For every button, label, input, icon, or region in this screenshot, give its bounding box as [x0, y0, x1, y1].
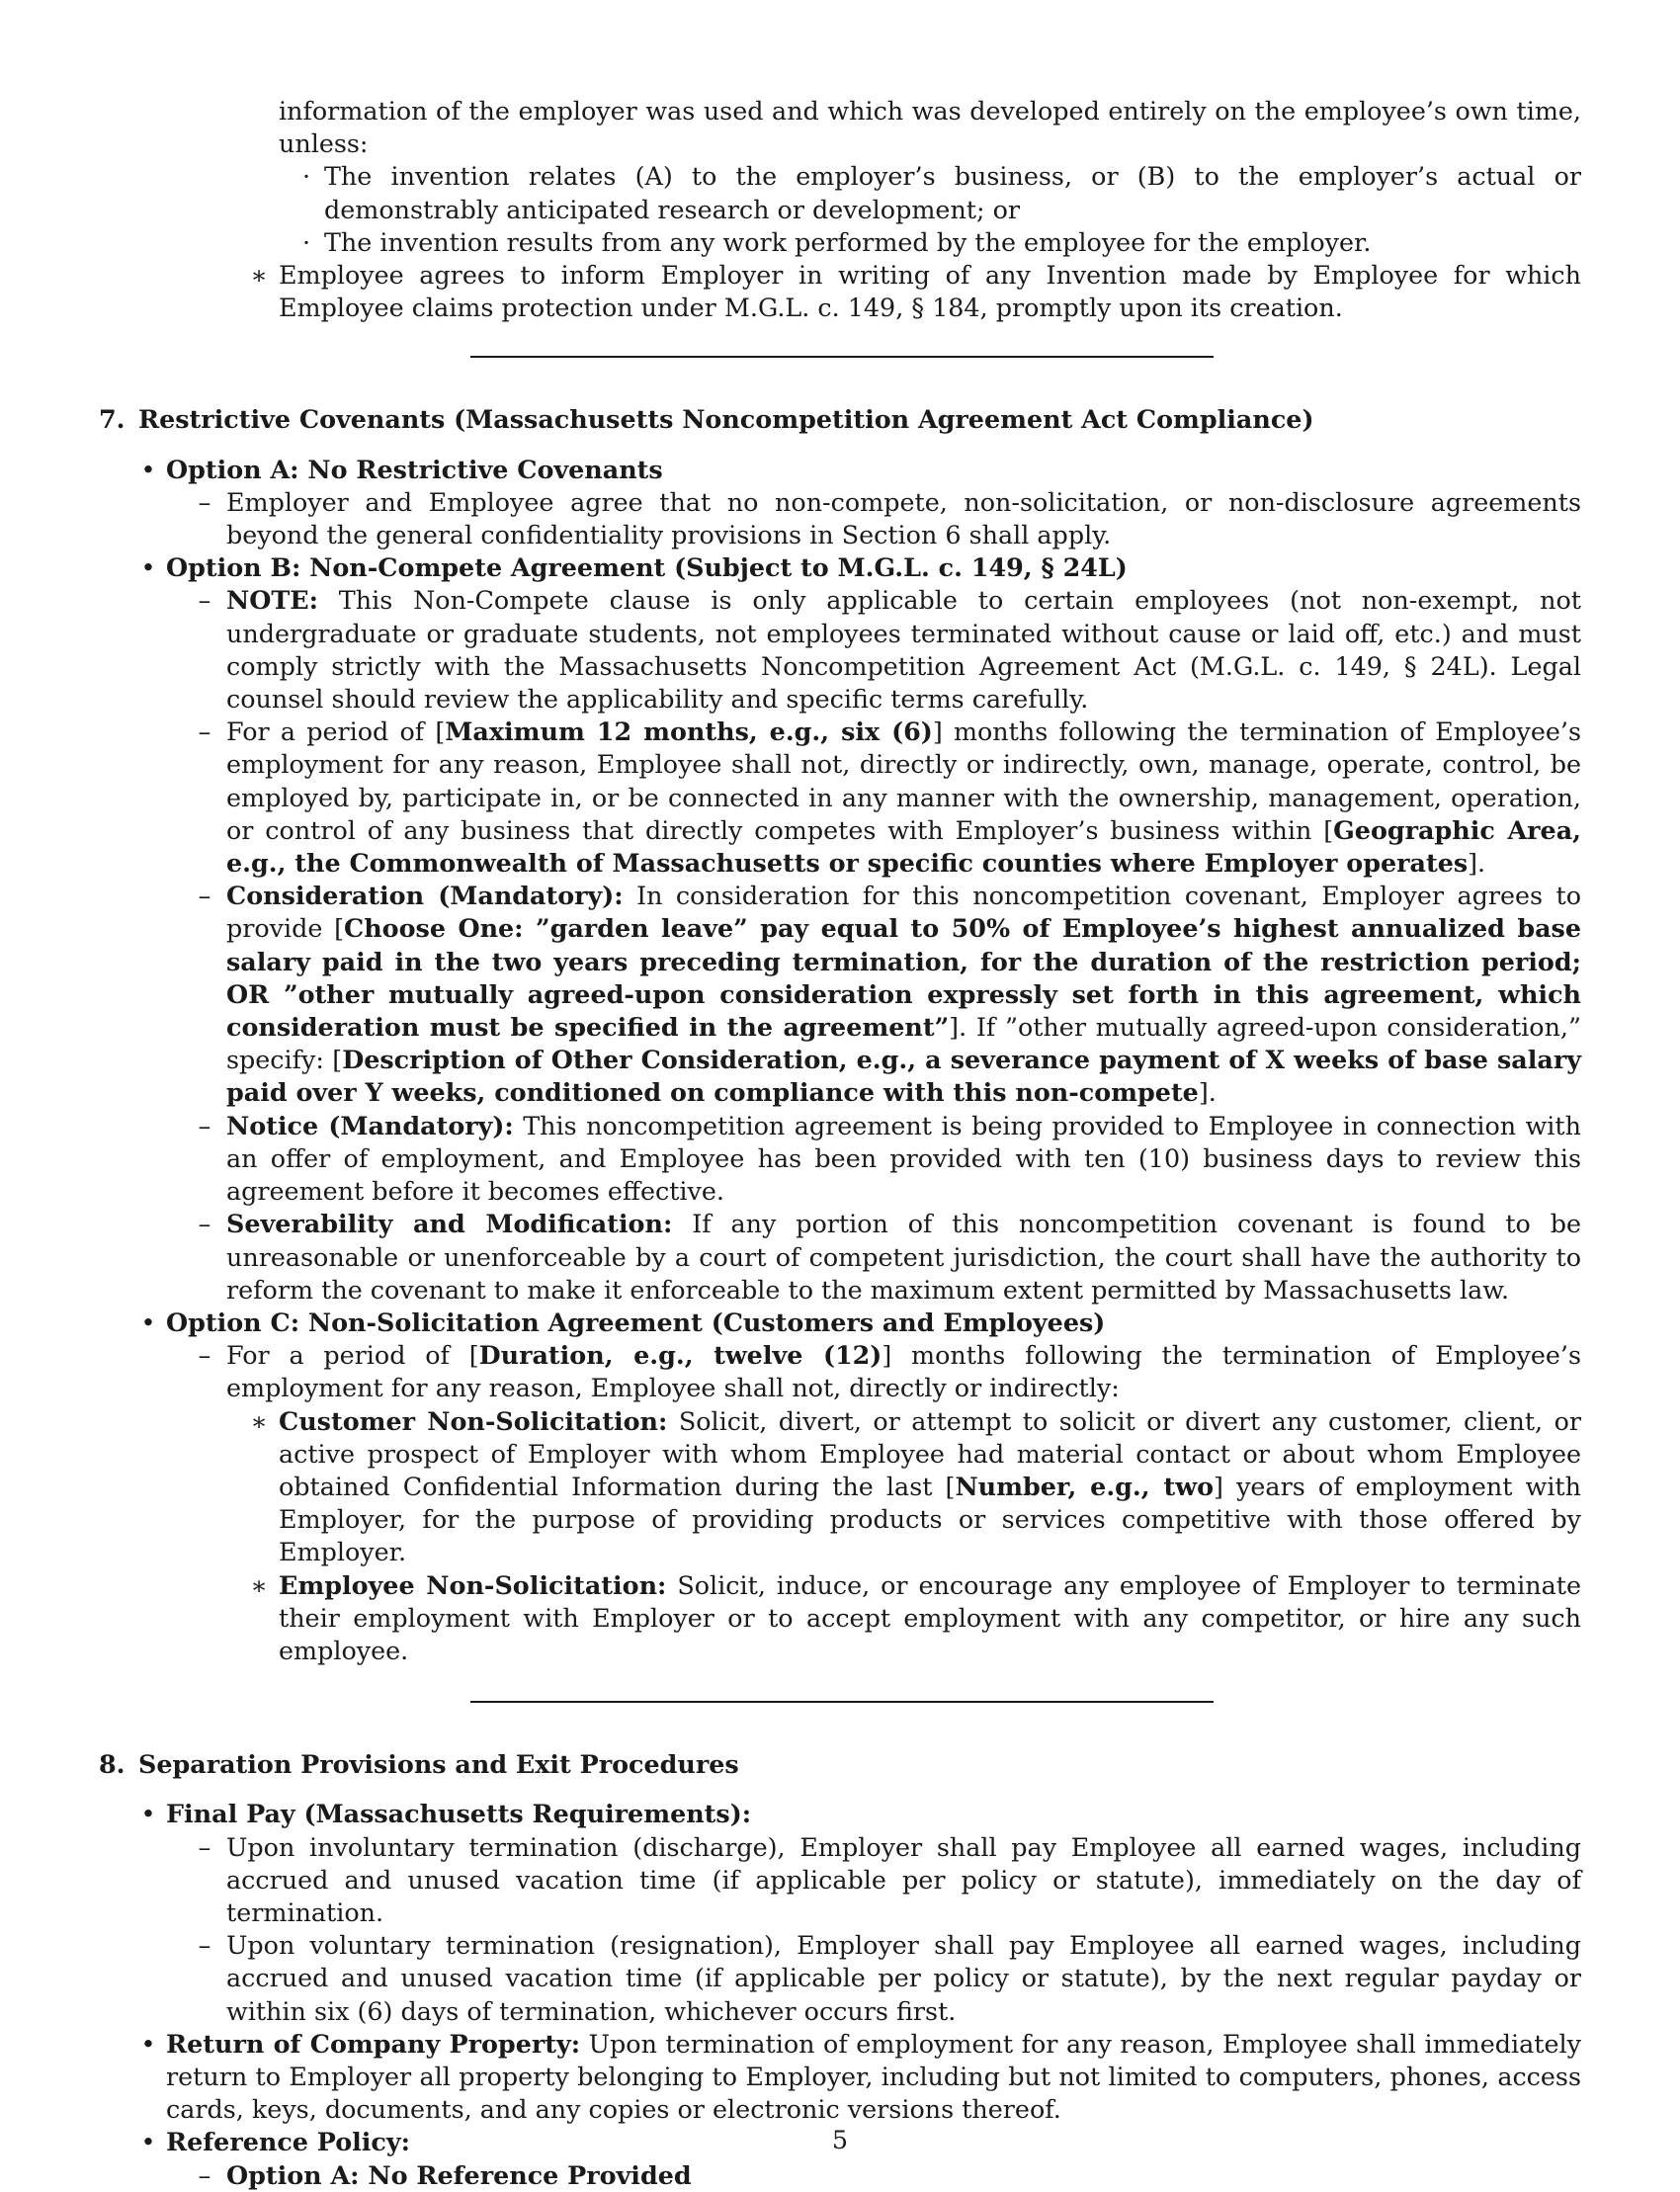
dash-marker: –: [198, 881, 211, 911]
final-pay-voluntary: – Upon voluntary termination (resignation), Employer shall pay Employee all earned wages, including accrued and unused vacation time (if applicable per policy or statute), by the next regular payday or within six (6) days of termination, whichever occurs first.: [226, 1929, 1581, 2028]
option-b-severability: – Severability and Modification: If any portion of this noncompetition covenant is found to be unreasonable or unenforceable by a court of competent jurisdiction, the court shall have the authority to reform the covenant to make it enforceable to the maximum extent permitted by Massachusetts law.: [226, 1208, 1581, 1307]
section-8-heading: 8. Separation Provisions and Exit Procedures: [99, 1749, 739, 1780]
dash-marker: –: [198, 1209, 211, 1239]
employee-non-solicitation: ∗ Employee Non-Solicitation: Solicit, induce, or encourage any employee of Employer to terminate their employment with Employer or to accept employment with any competitor, or hire any such employee.: [250, 1569, 1581, 1665]
dash-marker: –: [198, 1340, 211, 1371]
dash-marker: –: [198, 1930, 211, 1961]
reference-option-a: – Option A: No Reference Provided: [226, 2159, 1581, 2192]
return-property-item: • Return of Company Property: Upon termination of employment for any reason, Employee shall immediately return to Employer all property belonging to Employer, including but not limited to computers, phones, access cards, keys, documents, and any copies or electronic versions thereof.: [166, 2028, 1581, 2127]
bullet-marker: •: [140, 454, 156, 484]
final-pay-involuntary: – Upon involuntary termination (discharge), Employer shall pay Employee all earned wages, including accrued and unused vacation time (if applicable per policy or statute), immediately on the day of termination.: [226, 1831, 1581, 1930]
option-b-notice: – Notice (Mandatory): This noncompetition agreement is being provided to Employee in connection with an offer of employment, and Employee has been provided with ten (10) business days to review this agreement before it becomes effective.: [226, 1110, 1581, 1209]
asterisk-marker: ∗: [250, 1405, 268, 1436]
option-c-item: • Option C: Non-Solicitation Agreement (Customers and Employees): [166, 1307, 1581, 1339]
final-pay-item: • Final Pay (Massachusetts Requirements):: [166, 1798, 1581, 1830]
option-a-text: – Employer and Employee agree that no non-compete, non-solicitation, or non-disclosure agreements beyond the general confidentiality provisions in Section 6 shall apply.: [226, 486, 1581, 551]
dash-marker: –: [198, 717, 211, 747]
bullet-marker: •: [140, 2127, 156, 2157]
bullet-marker: •: [140, 2028, 156, 2059]
asterisk-marker: ∗: [250, 260, 268, 291]
reference-policy-item: • Reference Policy:: [166, 2126, 1581, 2158]
invention-continuation: information of the employer was used and which was developed entirely on the employee’s own time, unless:: [279, 96, 1581, 159]
dash-marker: –: [198, 585, 211, 616]
dot-marker: ·: [301, 226, 311, 257]
section-7-heading: 7. Restrictive Covenants (Massachusetts Noncompetition Agreement Act Compliance): [99, 404, 1314, 435]
bullet-marker: •: [140, 1799, 156, 1829]
dash-marker: –: [198, 1831, 211, 1862]
invention-notice-item: ∗ Employee agrees to inform Employer in writing of any Invention made by Employee for which Employee claims protection under M.G.L. c. 149, § 184, promptly upon its creation.: [250, 260, 1581, 323]
dash-marker: –: [198, 2159, 211, 2190]
option-b-note: – NOTE: This Non-Compete clause is only applicable to certain employees (not non-exempt, not undergraduate or graduate students, not employees terminated without cause or laid off, etc.) and must comply strictly with the Massachusetts Noncompetition Agreement Act (M.G.L. c. 149, § 24L). Legal counsel should review the applicability and specific terms carefully.: [226, 584, 1581, 716]
bullet-marker: •: [140, 552, 156, 583]
option-b-consideration: – Consideration (Mandatory): In consideration for this noncompetition covenant, Employer agrees to provide [Choose One: ”garden leave” pay equal to 50% of Employee’s highest annualized base salary paid in the two years preceding termination, for the duration of the restriction period; OR ”other mutually agreed-upon consideration expressly set forth in this agreement, which consideration must be specified in the agreement”]. If ”other mutually agreed-upon consideration,” specify: [Description of Other Consideration, e.g., a severance payment of X weeks of base salary paid over Y weeks, conditioned on compliance with this non-compete].: [226, 880, 1581, 1109]
section-divider: [470, 1701, 1214, 1703]
dot-marker: ·: [301, 161, 311, 192]
document-page: [99, 95, 1581, 2192]
invention-subitem: · The invention relates (A) to the employer’s business, or (B) to the employer’s actual or demonstrably anticipated research or development; or: [324, 160, 1581, 225]
customer-non-solicitation: ∗ Customer Non-Solicitation: Solicit, divert, or attempt to solicit or divert any customer, client, or active prospect of Employer with whom Employee had material contact or about whom Employee obtained Confidential Information during the last [Number, e.g., two] years of employment with Employer, for the purpose of providing products or services competitive with those offered by Employer.: [250, 1405, 1581, 1567]
page-number: 5: [831, 2125, 849, 2154]
section-divider: [470, 356, 1214, 358]
option-a-item: • Option A: No Restrictive Covenants: [166, 454, 1581, 486]
dash-marker: –: [198, 1110, 211, 1140]
dash-marker: –: [198, 486, 211, 517]
option-b-period: – For a period of [Maximum 12 months, e.g., six (6)] months following the termination of Employee’s employment for any reason, Employee shall not, directly or indirectly, own, manage, operate, control, be employed by, participate in, or be connected in any manner with the ownership, management, operation, or control of any business that directly competes with Employer’s business within [Geographic Area, e.g., the Commonwealth of Massachusetts or specific counties where Employer operates].: [226, 716, 1581, 880]
bullet-marker: •: [140, 1307, 156, 1337]
asterisk-marker: ∗: [250, 1569, 268, 1600]
invention-subitem: · The invention results from any work performed by the employee for the employer.: [324, 226, 1581, 259]
option-b-item: • Option B: Non-Compete Agreement (Subject to M.G.L. c. 149, § 24L): [166, 551, 1581, 584]
option-c-period: – For a period of [Duration, e.g., twelve (12)] months following the termination of Employee’s employment for any reason, Employee shall not, directly or indirectly:: [226, 1339, 1581, 1404]
